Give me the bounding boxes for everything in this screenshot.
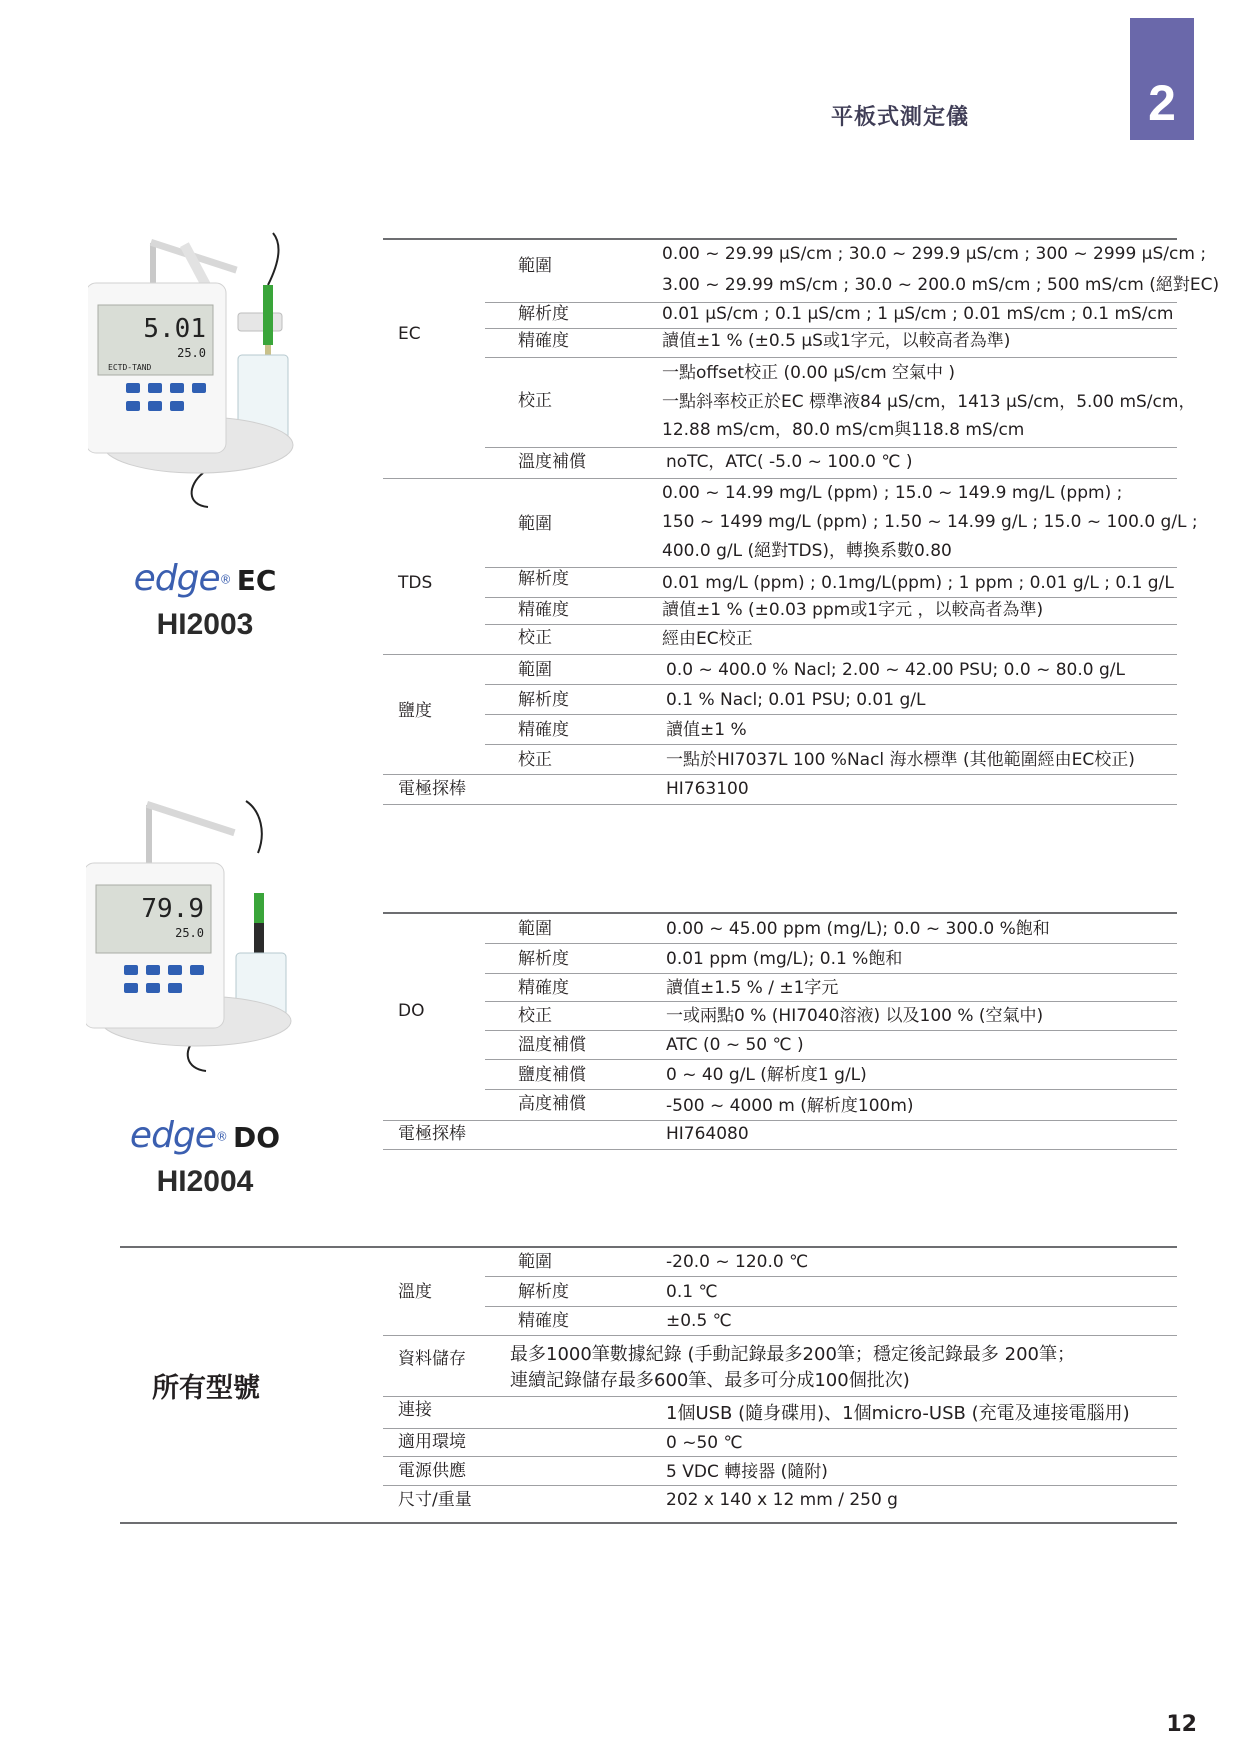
device-reading: 79.9	[141, 894, 204, 924]
label-range: 範圍	[518, 1252, 552, 1272]
label-calibration: 校正	[518, 391, 552, 411]
value-connect: 1個USB (隨身碟用)、1個micro-USB (充電及連接電腦用)	[666, 1403, 1130, 1424]
product-do-model: HI2004	[156, 1165, 254, 1198]
value-probe: HI763100	[666, 779, 749, 799]
product-ec-model: HI2003	[156, 608, 254, 641]
chapter-number: 2	[1148, 75, 1176, 131]
value-storage: 連續記錄儲存最多600筆、最多可分成100個批次)	[510, 1370, 910, 1391]
label-accuracy: 精確度	[518, 331, 569, 351]
value-range: 3.00 ~ 29.99 mS/cm ; 30.0 ~ 200.0 mS/cm ; 500 mS/cm (絕對EC)	[662, 275, 1220, 295]
common-table-top-rule	[120, 1246, 1177, 1248]
device-reading: 5.01	[143, 314, 206, 344]
label-resolution: 解析度	[518, 569, 569, 589]
group-label-ec: EC	[398, 324, 421, 344]
label-storage: 資料儲存	[398, 1349, 466, 1369]
value-temp-comp: ATC (0 ~ 50 ℃ )	[666, 1035, 804, 1055]
label-range: 範圍	[518, 660, 552, 680]
value-calibration: 12.88 mS/cm，80.0 mS/cm與118.8 mS/cm	[662, 420, 1025, 440]
value-calibration: 一或兩點0 % (HI7040溶液) 以及100 % (空氣中)	[666, 1006, 1044, 1026]
product-variant: DO	[233, 1121, 281, 1154]
value-altitude-comp: -500 ~ 4000 m (解析度100m)	[666, 1096, 914, 1116]
product-ec-name	[100, 558, 310, 599]
label-accuracy: 精確度	[518, 1311, 569, 1331]
value-resolution: 0.1 % Nacl; 0.01 PSU; 0.01 g/L	[666, 690, 926, 710]
value-accuracy: ±0.5 ℃	[666, 1311, 732, 1331]
label-probe: 電極探棒	[398, 779, 466, 799]
edge-logo: edge	[133, 558, 220, 599]
label-size: 尺寸/重量	[398, 1490, 472, 1510]
chapter-tab	[1130, 18, 1194, 140]
value-range: 0.0 ~ 400.0 % Nacl; 2.00 ~ 42.00 PSU; 0.0 ~ 80.0 g/L	[666, 660, 1125, 680]
group-label-salinity: 鹽度	[398, 701, 432, 721]
device-temp: 25.0	[177, 346, 206, 360]
value-accuracy: 讀值±1 %	[666, 720, 747, 740]
label-resolution: 解析度	[518, 1282, 569, 1302]
value-accuracy: 讀值±1 % (±0.03 ppm或1字元 ，以較高者為準)	[662, 600, 1044, 620]
label-altitude-comp: 高度補償	[518, 1094, 586, 1114]
label-power: 電源供應	[398, 1461, 466, 1481]
label-calibration: 校正	[518, 1006, 552, 1026]
value-env: 0 ~50 ℃	[666, 1433, 743, 1453]
label-temp-comp: 溫度補償	[518, 1035, 586, 1055]
product-do-name	[100, 1115, 310, 1156]
value-resolution: 0.01 µS/cm ; 0.1 µS/cm ; 1 µS/cm ; 0.01 mS/cm ; 0.1 mS/cm	[662, 304, 1174, 324]
value-range: 150 ~ 1499 mg/L (ppm) ; 1.50 ~ 14.99 g/L ; 15.0 ~ 100.0 g/L ;	[662, 512, 1198, 532]
value-range: 400.0 g/L (絕對TDS)，轉換系數0.80	[662, 541, 952, 561]
label-range: 範圍	[518, 256, 552, 276]
value-resolution: 0.1 ℃	[666, 1282, 718, 1302]
value-accuracy: 讀值±1 % (±0.5 µS或1字元，以較高者為準)	[662, 331, 1011, 351]
page-number: 12	[1166, 1712, 1197, 1737]
value-accuracy: 讀值±1.5 % / ±1字元	[666, 978, 839, 998]
value-temp-comp: noTC，ATC( -5.0 ~ 100.0 ℃ )	[666, 452, 913, 472]
section-title: 平板式測定儀	[830, 105, 969, 130]
value-range: 0.00 ~ 14.99 mg/L (ppm) ; 15.0 ~ 149.9 mg/L (ppm) ;	[662, 483, 1123, 503]
value-resolution: 0.01 mg/L (ppm) ; 0.1mg/L(ppm) ; 1 ppm ; 0.01 g/L ; 0.1 g/L	[662, 573, 1174, 593]
product-variant: EC	[236, 564, 277, 597]
trademark-mark: ®	[219, 572, 232, 587]
label-probe: 電極探棒	[398, 1124, 466, 1144]
label-connect: 連接	[398, 1400, 432, 1420]
value-power: 5 VDC 轉接器 (隨附)	[666, 1462, 828, 1482]
label-accuracy: 精確度	[518, 978, 569, 998]
value-storage: 最多1000筆數據紀錄 (手動記錄最多200筆；穩定後記錄最多 200筆；	[510, 1344, 1075, 1365]
label-resolution: 解析度	[518, 304, 569, 324]
all-models-label: 所有型號	[152, 1373, 260, 1404]
edge-ec-device-image	[88, 225, 308, 510]
trademark-mark: ®	[215, 1129, 228, 1144]
label-resolution: 解析度	[518, 949, 569, 969]
label-resolution: 解析度	[518, 690, 569, 710]
group-label-temperature: 溫度	[398, 1282, 432, 1302]
label-range: 範圍	[518, 919, 552, 939]
label-accuracy: 精確度	[518, 600, 569, 620]
value-range: -20.0 ~ 120.0 ℃	[666, 1252, 809, 1272]
edge-do-device-image	[86, 793, 306, 1073]
label-range: 範圍	[518, 514, 552, 534]
label-temp-comp: 溫度補償	[518, 452, 586, 472]
group-label-tds: TDS	[398, 573, 433, 593]
common-table-bottom-rule	[120, 1522, 1177, 1524]
value-size: 202 x 140 x 12 mm / 250 g	[666, 1490, 898, 1510]
label-calibration: 校正	[518, 750, 552, 770]
label-salinity-comp: 鹽度補償	[518, 1065, 586, 1085]
group-label-do: DO	[398, 1001, 425, 1021]
value-calibration: 經由EC校正	[662, 629, 753, 649]
value-salinity-comp: 0 ~ 40 g/L (解析度1 g/L)	[666, 1065, 867, 1085]
value-resolution: 0.01 ppm (mg/L); 0.1 %飽和	[666, 949, 903, 969]
label-env: 適用環境	[398, 1432, 466, 1452]
device-temp: 25.0	[175, 926, 204, 940]
edge-logo: edge	[129, 1115, 216, 1156]
label-calibration: 校正	[518, 628, 552, 648]
device-mode: ECTD-TAND	[108, 363, 152, 372]
value-range: 0.00 ~ 45.00 ppm (mg/L); 0.0 ~ 300.0 %飽和	[666, 919, 1050, 939]
label-accuracy: 精確度	[518, 720, 569, 740]
value-calibration: 一點於HI7037L 100 %Nacl 海水標準 (其他範圍經由EC校正)	[666, 750, 1135, 770]
value-probe: HI764080	[666, 1124, 749, 1144]
value-calibration: 一點斜率校正於EC 標準液84 µS/cm，1413 µS/cm，5.00 mS/cm，	[662, 392, 1196, 412]
value-range: 0.00 ~ 29.99 µS/cm ; 30.0 ~ 299.9 µS/cm ; 300 ~ 2999 µS/cm ;	[662, 244, 1207, 264]
value-calibration: 一點offset校正 (0.00 µS/cm 空氣中 )	[662, 363, 956, 383]
